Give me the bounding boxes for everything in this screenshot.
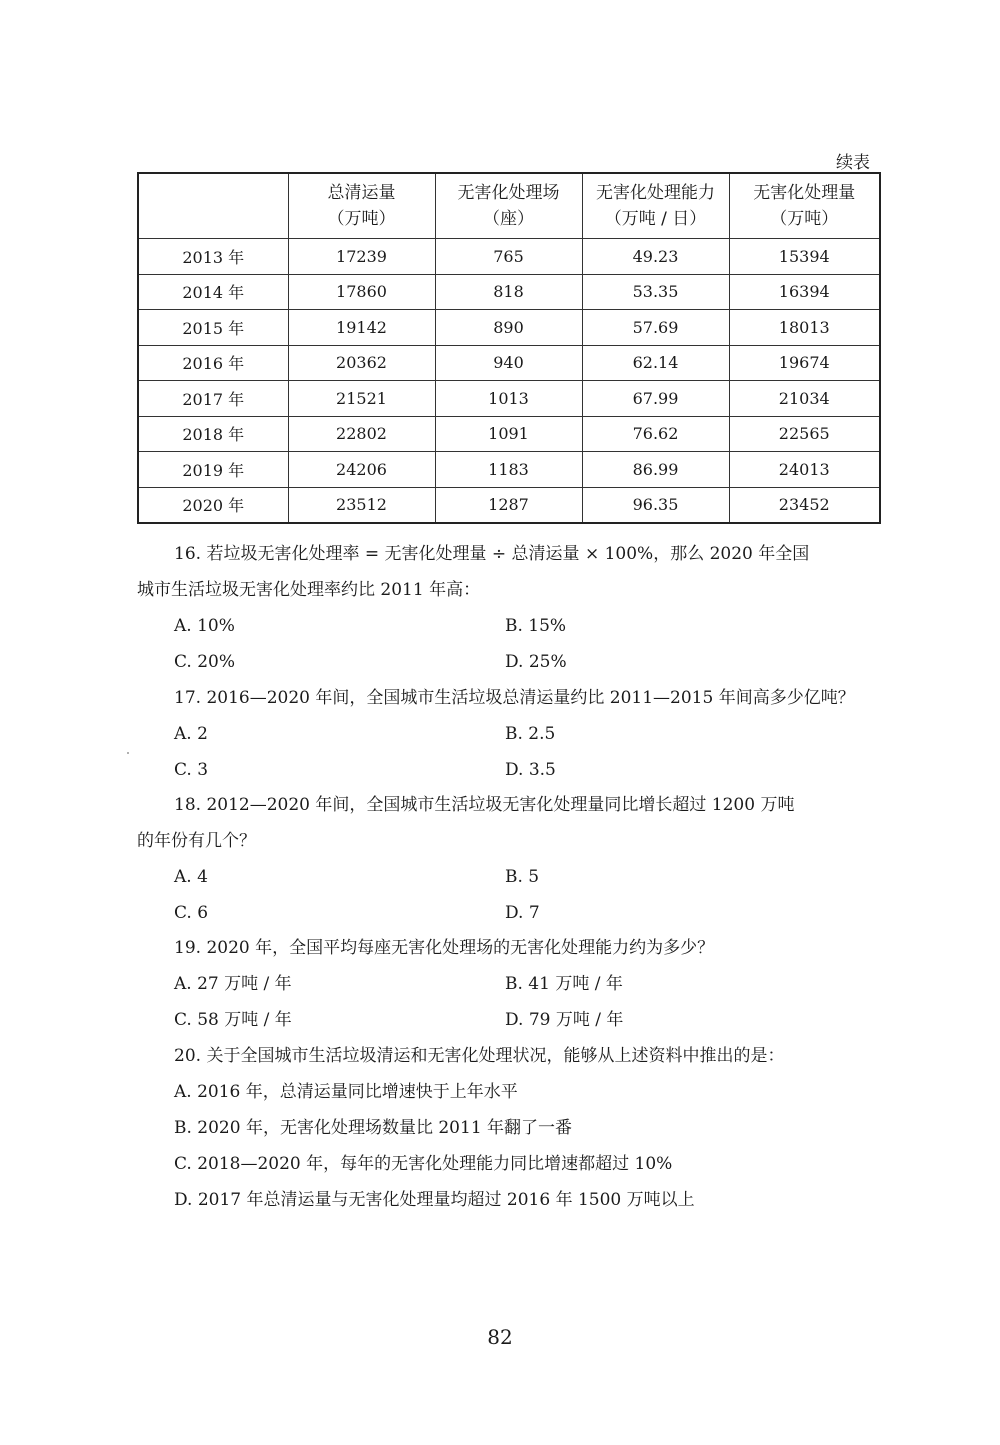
question-stem: 16. 若垃圾无害化处理率 = 无害化处理量 ÷ 总清运量 × 100%，那么 2020 年全国 xyxy=(174,544,810,564)
cell-year: 2020 年 xyxy=(138,487,288,523)
garbage-data-table xyxy=(137,172,881,524)
cell-capacity: 62.14 xyxy=(582,345,729,381)
cell-capacity: 49.23 xyxy=(582,239,729,275)
table-row xyxy=(138,452,880,488)
cell-year: 2016 年 xyxy=(138,345,288,381)
option-a[interactable]: A. 27 万吨 / 年 xyxy=(174,974,292,994)
question-stem: 17. 2016—2020 年间，全国城市生活垃圾总清运量约比 2011—2015 年间高多少亿吨？ xyxy=(174,688,855,708)
cell-treated: 15394 xyxy=(729,239,880,275)
header-plants: 无害化处理场 （座） xyxy=(435,173,582,239)
cell-treated: 19674 xyxy=(729,345,880,381)
table-row xyxy=(138,381,880,417)
cell-plants: 1287 xyxy=(435,487,582,523)
option-c[interactable]: C. 58 万吨 / 年 xyxy=(174,1010,292,1030)
cell-treated: 22565 xyxy=(729,416,880,452)
option-row xyxy=(137,644,882,680)
option-d[interactable]: D. 7 xyxy=(505,903,540,923)
option-row xyxy=(137,895,882,931)
option-row xyxy=(137,1002,882,1038)
option-b[interactable]: B. 41 万吨 / 年 xyxy=(505,974,623,994)
header-capacity: 无害化处理能力 （万吨 / 日） xyxy=(582,173,729,239)
cell-plants: 818 xyxy=(435,274,582,310)
option-c[interactable]: C. 6 xyxy=(174,903,209,923)
option-d[interactable]: D. 79 万吨 / 年 xyxy=(505,1010,624,1030)
cell-total: 17239 xyxy=(288,239,435,275)
question-18 xyxy=(137,787,882,931)
option-c[interactable]: C. 2018—2020 年，每年的无害化处理能力同比增速都超过 10% xyxy=(174,1154,673,1174)
cell-capacity: 96.35 xyxy=(582,487,729,523)
cell-total: 22802 xyxy=(288,416,435,452)
option-d[interactable]: D. 25% xyxy=(505,652,567,672)
cell-year: 2018 年 xyxy=(138,416,288,452)
option-row xyxy=(137,608,882,644)
option-a[interactable]: A. 2016 年，总清运量同比增速快于上年水平 xyxy=(174,1082,518,1102)
header-total-volume: 总清运量 （万吨） xyxy=(288,173,435,239)
cell-year: 2013 年 xyxy=(138,239,288,275)
cell-total: 20362 xyxy=(288,345,435,381)
cell-year: 2019 年 xyxy=(138,452,288,488)
option-b[interactable]: B. 15% xyxy=(505,616,567,636)
option-row xyxy=(137,716,882,752)
cell-treated: 24013 xyxy=(729,452,880,488)
option-a[interactable]: A. 10% xyxy=(174,616,235,636)
cell-capacity: 57.69 xyxy=(582,310,729,346)
option-b[interactable]: B. 2.5 xyxy=(505,724,556,744)
question-stem: 19. 2020 年，全国平均每座无害化处理场的无害化处理能力约为多少？ xyxy=(174,938,715,958)
question-stem: 18. 2012—2020 年间，全国城市生活垃圾无害化处理量同比增长超过 1200 万吨 xyxy=(174,795,795,815)
cell-treated: 16394 xyxy=(729,274,880,310)
cell-treated: 18013 xyxy=(729,310,880,346)
option-c[interactable]: C. 20% xyxy=(174,652,235,672)
option-row xyxy=(137,752,882,788)
question-20 xyxy=(137,1038,882,1218)
cell-total: 24206 xyxy=(288,452,435,488)
table-row xyxy=(138,487,880,523)
cell-total: 21521 xyxy=(288,381,435,417)
table-row xyxy=(138,345,880,381)
cell-treated: 23452 xyxy=(729,487,880,523)
question-stem-continued: 的年份有几个？ xyxy=(137,831,256,851)
cell-capacity: 86.99 xyxy=(582,452,729,488)
cell-capacity: 53.35 xyxy=(582,274,729,310)
option-b[interactable]: B. 5 xyxy=(505,867,540,887)
cell-plants: 1091 xyxy=(435,416,582,452)
cell-treated: 21034 xyxy=(729,381,880,417)
option-a[interactable]: A. 2 xyxy=(174,724,208,744)
cell-capacity: 67.99 xyxy=(582,381,729,417)
header-year xyxy=(138,173,288,239)
header-treated: 无害化处理量 （万吨） xyxy=(729,173,880,239)
scan-speck xyxy=(127,752,129,754)
continued-table-label: 续表 xyxy=(836,153,870,173)
option-a[interactable]: A. 4 xyxy=(174,867,208,887)
option-row xyxy=(137,966,882,1002)
cell-plants: 890 xyxy=(435,310,582,346)
cell-year: 2017 年 xyxy=(138,381,288,417)
cell-year: 2015 年 xyxy=(138,310,288,346)
table-row xyxy=(138,310,880,346)
table-header-row xyxy=(138,173,880,239)
option-d[interactable]: D. 3.5 xyxy=(505,760,556,780)
cell-capacity: 76.62 xyxy=(582,416,729,452)
option-b[interactable]: B. 2020 年，无害化处理场数量比 2011 年翻了一番 xyxy=(174,1118,573,1138)
cell-plants: 1013 xyxy=(435,381,582,417)
option-d[interactable]: D. 2017 年总清运量与无害化处理量均超过 2016 年 1500 万吨以上 xyxy=(174,1190,695,1210)
cell-plants: 940 xyxy=(435,345,582,381)
question-stem: 20. 关于全国城市生活垃圾清运和无害化处理状况，能够从上述资料中推出的是： xyxy=(174,1046,785,1066)
cell-total: 19142 xyxy=(288,310,435,346)
table-row xyxy=(138,274,880,310)
question-19 xyxy=(137,930,882,1038)
table-row xyxy=(138,239,880,275)
option-c[interactable]: C. 3 xyxy=(174,760,209,780)
question-stem-continued: 城市生活垃圾无害化处理率约比 2011 年高： xyxy=(137,580,481,600)
option-row xyxy=(137,859,882,895)
page-number: 82 xyxy=(487,1325,513,1349)
question-17 xyxy=(137,680,882,788)
cell-plants: 765 xyxy=(435,239,582,275)
table-row xyxy=(138,416,880,452)
question-16 xyxy=(137,536,882,680)
cell-year: 2014 年 xyxy=(138,274,288,310)
cell-plants: 1183 xyxy=(435,452,582,488)
cell-total: 23512 xyxy=(288,487,435,523)
cell-total: 17860 xyxy=(288,274,435,310)
